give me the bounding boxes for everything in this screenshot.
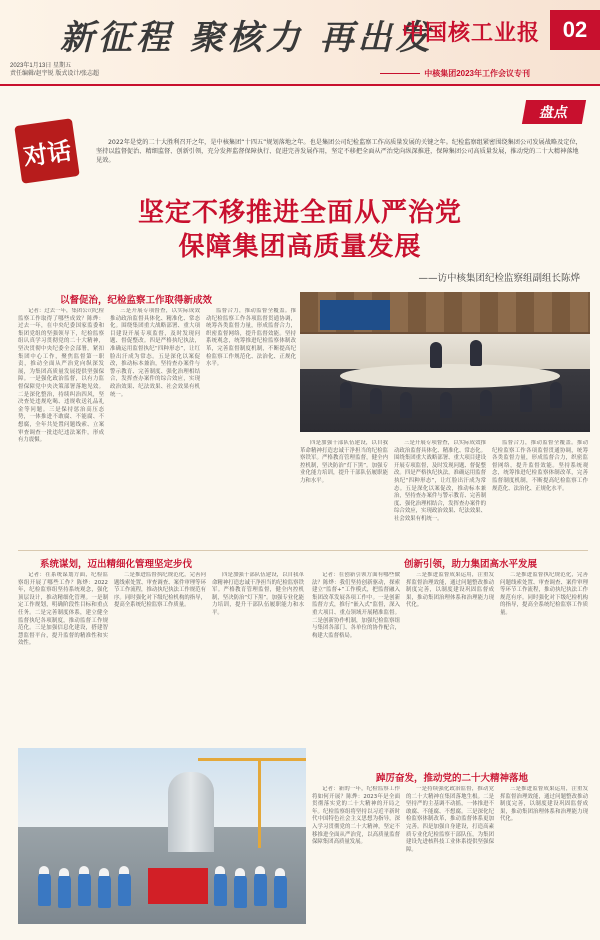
photo-helmet bbox=[119, 866, 129, 874]
body-text: 四是加强干部队伍建设，以自我革命精神打造忠诚干净担当的纪检监察铁军。严格教育管理监督，健全内控机制，坚决防治“灯下黑”。加强专业化能力培训，提升干部队伍履职能力和水平。 bbox=[212, 572, 304, 616]
date-text: 2023年1月13日 星期五 bbox=[10, 63, 72, 69]
headline-line-1: 坚定不移推进全面从严治党 bbox=[137, 198, 462, 228]
body-column-1 bbox=[18, 308, 104, 546]
intro-paragraph: 2022年是党的二十大胜利召开之年，是中核集团“十四五”规划落地之年。也是集团公司纪检监察工作高质量发展的关键之年。纪检监察组紧密围绕集团公司发展战略及定位，坚持以监督促治、精细监督、创新引领，充分发挥监督保障执行、促进完善发展作用，坚定不移把全面从严治党向纵深推进，保障集团公司高质量发展，推动党的二十大精神落地见效。 bbox=[96, 139, 582, 164]
body-text: 监督合力，推动监督全覆盖。推动纪检监察工作各项监督贯通协调，统筹各类监督力量，形成监督合力，织密监督网络，提升监督效能。坚持系统观念，统筹推进纪检监察体制改革，完善监督制度机制，不断提高纪检监察工作规范化、法治化、正规化水平。 bbox=[206, 308, 296, 368]
photo-worker bbox=[274, 874, 287, 908]
article-byline: ——访中核集团纪检监察组副组长陈烨 bbox=[418, 273, 580, 284]
body-text: 三是开展专项督查，以实际成效推动政治监督具体化、精准化、常态化。围绕集团重大战略部署、重大项目建设开展专项监督，及时发现问题、督促整改。四是严格执纪执法，准确运用监督执纪“四种形态”，让红脸出汗成为常态。五是深化以案促改，推动标本兼治，坚持查办案件与警示教育、完善制度、强化治理相结合，发挥查办案件的综合效应，实现政治效果、纪法效果、社会效果有机统一。 bbox=[110, 308, 200, 398]
photo-helmet bbox=[39, 866, 49, 874]
section-heading-3: 创新引领，助力集团高水平发展 bbox=[404, 559, 538, 570]
photo-helmet bbox=[99, 868, 109, 876]
photo-worker bbox=[78, 872, 91, 906]
photo-person bbox=[370, 388, 382, 414]
body-column-8b bbox=[500, 572, 588, 764]
photo-helmet bbox=[215, 866, 225, 874]
body-column-4 bbox=[300, 440, 388, 546]
page-header bbox=[0, 0, 600, 86]
photo-person bbox=[400, 392, 412, 418]
section-heading-4: 踔厉奋发，推动党的二十大精神落地 bbox=[376, 773, 529, 784]
worksite-photo bbox=[18, 748, 306, 924]
body-text: 记者：在创新引领方面有哪些做法？陈烨：我们坚持创新驱动，探索建立“监督+”工作模式，把监督融入集团改革发展各项工作中。一是创新监督方式，推行“嵌入式”监督，深入重大项目、重点领域开展精准监督。二是创新协作机制，加强纪检监察组与集团各部门、各单位的协作配合，构建大监督格局。 bbox=[312, 572, 400, 639]
photo-helmet bbox=[235, 868, 245, 876]
section-heading-2: 系统谋划，迈出精细化管理坚定步伐 bbox=[40, 559, 193, 570]
photo-table bbox=[340, 364, 560, 388]
photo-worker bbox=[254, 872, 267, 906]
body-text: 三是开展专项督查，以实际成效推动政治监督具体化、精准化、常态化。围绕集团重大战略部署、重大项目建设开展专项监督，及时发现问题、督促整改。四是严格执纪执法，准确运用监督执纪“四种形态”，让红脸出汗成为常态。五是深化以案促改，推动标本兼治，坚持查办案件与警示教育、完善制度、强化治理相结合，发挥查办案件的综合效应，实现政治效果、纪法效果、社会效果有机统一。 bbox=[394, 440, 486, 522]
body-text: 四是加强干部队伍建设，以自我革命精神打造忠诚干净担当的纪检监察铁军。严格教育管理监督，健全内控机制，坚决防治“灯下黑”。加强专业化能力培训，提升干部队伍履职能力和水平。 bbox=[300, 440, 388, 484]
section-heading-1: 以督促治，纪检监察工作取得新成效 bbox=[60, 295, 213, 306]
editor-text: 责任编辑/赵宇锐 版式设计/张志超 bbox=[10, 71, 100, 77]
photo-person bbox=[520, 386, 532, 412]
body-column-4b bbox=[394, 440, 486, 546]
page-number: 02 bbox=[550, 10, 600, 50]
body-text: 三是推进监督成果运用，注重发挥监督治理效能，通过问题整改推动制度完善，以制度建设巩固监督成果，推动集团治理体系和治理能力现代化。 bbox=[406, 572, 494, 609]
photo-worker bbox=[38, 872, 51, 906]
body-column-3 bbox=[206, 308, 296, 546]
photo-person bbox=[480, 390, 492, 416]
body-column-10 bbox=[406, 786, 494, 926]
photo-tower bbox=[168, 772, 214, 852]
newspaper-masthead: 中国核工业报 bbox=[401, 20, 540, 46]
headline-line-2: 保障集团高质量发展 bbox=[178, 232, 422, 262]
photo-helmet bbox=[79, 866, 89, 874]
slogan: 新征程 聚核力 再出发 bbox=[60, 18, 434, 58]
body-text: 记者：过去一年，集团公司纪检监察工作取得了哪些成效？陈烨：过去一年，在中央纪委国家监委和集团党组的坚强领导下，纪检监察组认真学习贯彻党的二十大精神，坚决贯彻中央纪委全会部署，紧扣集团中心工作，聚焦监督第一职责，推动全面从严治党向纵深发展，为集团高质量发展提供坚强保障。一是强化政治监督，以有力监督保障党中央决策部署落地见效。二是深化整治，持续纠治四风，坚决查处违规吃喝、违规收送礼品礼金等问题。三是保持惩治高压态势，一体推进不敢腐、不能腐、不想腐，全年共处置问题线索、立案审查调查一批违纪违法案件，形成有力震慑。 bbox=[18, 308, 104, 444]
body-text: 记者：在系统谋划方面，纪检监察组开展了哪些工作？陈烨：2022年，纪检监察组坚持系统观念，强化顶层设计，推动精细化管理。一是制定工作规划，明确阶段性目标和重点任务。二是完善制度体系，建立健全监督执纪各项制度，推动监督工作规范化。三是加强信息化建设，搭建智慧监督平台，提升监督的精准性和实效性。 bbox=[18, 572, 108, 647]
body-column-10b bbox=[500, 786, 588, 926]
body-text: 三是推进监督成果运用，注重发挥监督治理效能，通过问题整改推动制度完善，以制度建设巩固监督成果，推动集团治理体系和治理能力现代化。 bbox=[500, 786, 588, 823]
article-headline bbox=[40, 196, 560, 264]
photo-person bbox=[440, 392, 452, 418]
photo-person bbox=[550, 382, 562, 408]
body-column-4c bbox=[492, 440, 588, 546]
photo-worker bbox=[118, 872, 131, 906]
body-column-5 bbox=[18, 572, 108, 742]
photo-helmet bbox=[255, 866, 265, 874]
photo-person bbox=[470, 340, 482, 366]
photo-crane bbox=[258, 758, 261, 848]
body-column-9 bbox=[312, 786, 400, 926]
section-divider bbox=[18, 550, 588, 551]
body-column-6b bbox=[212, 572, 304, 742]
photo-worker bbox=[234, 874, 247, 908]
photo-helmet bbox=[275, 868, 285, 876]
body-text: 一是持续强化政治监督，推动党的二十大精神在集团落地生根。二是坚持严的主基调不动摇，一体推进不敢腐、不能腐、不想腐。三是深化纪检监察体制改革，推动监督体系更加完善。四是加强自身建设，打造高素质专业化纪检监察干部队伍，为集团建设先进核科技工业体系提供坚强保障。 bbox=[406, 786, 494, 853]
body-column-2 bbox=[110, 308, 200, 546]
column-tag: 盘点 bbox=[522, 100, 586, 124]
photo-worker bbox=[58, 874, 71, 908]
special-issue-label: 中核集团2023年工作会议专刊 bbox=[380, 68, 530, 79]
photo-flag bbox=[148, 868, 208, 904]
photo-worker bbox=[214, 872, 227, 906]
body-column-6 bbox=[114, 572, 206, 742]
body-column-7 bbox=[312, 572, 400, 764]
photo-person bbox=[340, 382, 352, 408]
body-column-8 bbox=[406, 572, 494, 764]
photo-crane bbox=[198, 758, 306, 761]
photo-helmet bbox=[59, 868, 69, 876]
body-text: 二是推进监督执纪规范化，完善问题线索处置、审查调查、案件审理等环节工作流程，推动执纪执法工作规范有序。同时强化对下级纪检机构的指导，提高全系统纪检监察工作质量。 bbox=[114, 572, 206, 609]
body-text: 监督合力，推动监督全覆盖。推动纪检监察工作各项监督贯通协调，统筹各类监督力量，形成监督合力，织密监督网络，提升监督效能。坚持系统观念，统筹推进纪检监察体制改革，完善监督制度机制，不断提高纪检监察工作规范化、法治化、正规化水平。 bbox=[492, 440, 588, 492]
photo-screen bbox=[320, 300, 390, 330]
meeting-photo bbox=[300, 292, 590, 432]
body-text: 记者：新的一年，纪检监察工作将如何开展？陈烨：2023年是全面贯彻落实党的二十大精神的开局之年。纪检监察组将坚持以习近平新时代中国特色社会主义思想为指导，深入学习贯彻党的二十大精神，坚定不移推进全面从严治党，以高质量监督保障集团高质量发展。 bbox=[312, 786, 400, 846]
photo-worker bbox=[98, 874, 111, 908]
dialog-tag: 对话 bbox=[14, 118, 80, 184]
body-text: 二是推进监督执纪规范化，完善问题线索处置、审查调查、案件审理等环节工作流程，推动执纪执法工作规范有序。同时强化对下级纪检机构的指导，提高全系统纪检监察工作质量。 bbox=[500, 572, 588, 616]
dateline bbox=[10, 62, 99, 78]
photo-person bbox=[430, 342, 442, 368]
